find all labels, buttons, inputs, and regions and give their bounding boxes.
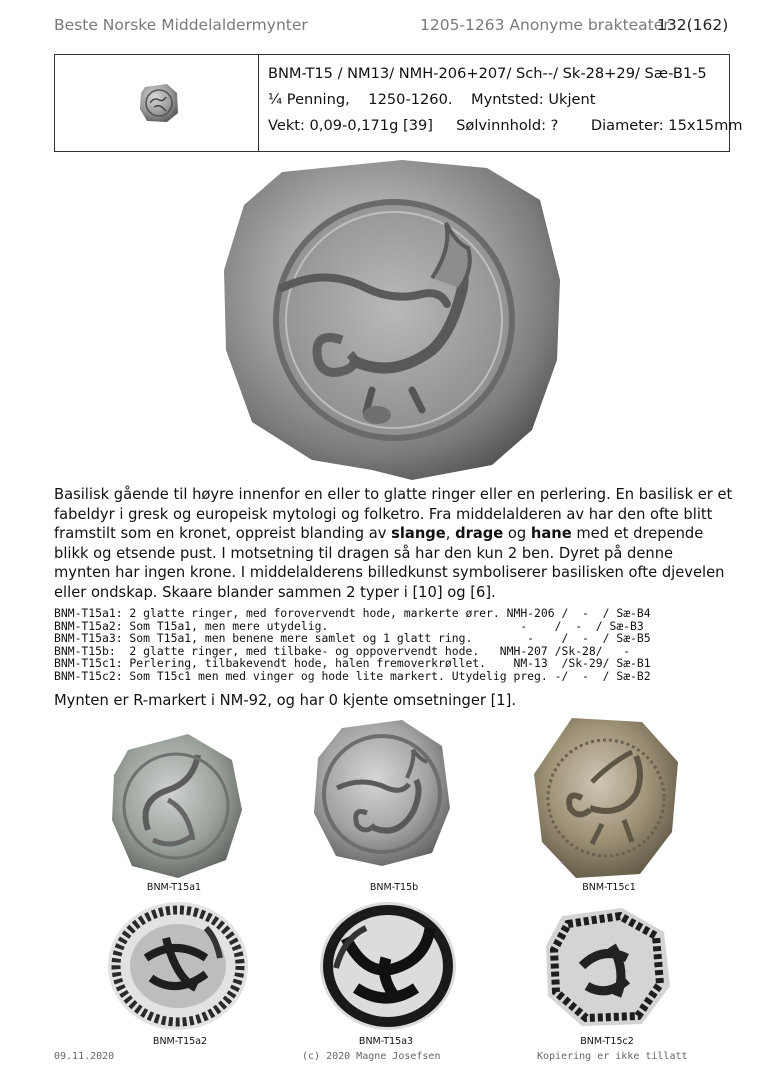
variant-row: BNM-T15a3: Som T15a1, men benene mere samlet og 1 glatt ring. - / - / Sæ-B5 xyxy=(54,631,651,646)
variant-row: BNM-T15c2: Som T15c1 men med vinger og hode lite markert. Utydelig preg. -/ - / Sæ-B2 xyxy=(54,668,651,683)
variant-row: BNM-T15a1: 2 glatte ringer, med forovervendt hode, markerte ører. NMH-206 / - / Sæ-B4 xyxy=(54,606,651,620)
info-catalog-refs: BNM-T15 / NM13/ NMH-206+207/ Sch--/ Sk-28+29/ Sæ-B1-5 xyxy=(268,65,707,82)
footer-date: 09.11.2020 xyxy=(54,1051,115,1062)
thumbnail-cell xyxy=(55,55,259,151)
coin-thumbnail xyxy=(137,81,181,125)
book-title: Beste Norske Middelaldermynter xyxy=(54,16,308,34)
footer-copyright: (c) 2020 Magne Josefsen xyxy=(302,1051,441,1062)
variant-list xyxy=(54,607,651,683)
info-text xyxy=(268,61,743,139)
variant-row: BNM-T15a2: Som T15a1, men mere utydelig. - / - / Sæ-B3 xyxy=(54,618,644,633)
variant-row: BNM-T15c1: Perlering, tilbakevendt hode, halen fremoverkrøllet. NM-13 /Sk-29/ Sæ-B1 xyxy=(54,656,651,671)
keyword-slange: slange xyxy=(391,525,446,543)
coin-image-t15b xyxy=(312,718,452,868)
variant-row: BNM-T15b: 2 glatte ringer, med tilbake- og oppovervendt hode. NMH-207 /Sk-28/ - xyxy=(54,643,631,658)
page-number: 132(162) xyxy=(657,16,729,34)
caption-t15a1: BNM-T15a1 xyxy=(146,882,202,893)
coin-image-t15c2 xyxy=(542,906,672,1028)
caption-t15a2: BNM-T15a2 xyxy=(152,1036,208,1047)
info-denomination: ¼ Penning, 1250-1260. Myntsted: Ukjent xyxy=(268,91,596,108)
keyword-hane: hane xyxy=(530,525,572,543)
keyword-drage: drage xyxy=(455,525,504,543)
coin-image-t15a2 xyxy=(106,898,250,1034)
description-paragraph: Basilisk gående til høyre innenfor en eller to glatte ringer eller en perlering. En basilisk er et fabeldyr i gresk og europeisk mytologi og folketro. Fra middelalderen av har den ofte blitt framstilt som en kronet, oppreist blanding av slange, drage og hane med et drepende blikk og etsende pust. I motsetning til dragen så har den kun 2 ben. Dyret på denne mynten har ingen krone. I middelalderens billedkunst symboliserer basilisken ofte djevelen eller ondskap. Skaare blander sammen 2 typer i [10] og [6]. xyxy=(54,486,733,601)
coin-info-table xyxy=(54,54,743,152)
rarity-note: Mynten er R-markert i NM-92, og har 0 kjente omsetninger [1]. xyxy=(54,692,517,709)
footer-notice: Kopiering er ikke tillatt xyxy=(537,1051,688,1062)
section-title: 1205-1263 Anonyme brakteater xyxy=(420,16,670,34)
coin-image-t15c1 xyxy=(532,712,680,880)
coin-image-t15a3 xyxy=(316,898,460,1034)
main-coin-image xyxy=(222,160,562,482)
caption-t15a3: BNM-T15a3 xyxy=(358,1036,414,1047)
coin-image-t15a1 xyxy=(108,730,244,880)
caption-t15c2: BNM-T15c2 xyxy=(580,1036,634,1047)
caption-t15c1: BNM-T15c1 xyxy=(582,882,636,893)
info-weight: Vekt: 0,09-0,171g [39] Sølvinnhold: ? Diameter: 15x15mm xyxy=(268,117,743,134)
caption-t15b: BNM-T15b xyxy=(369,882,419,893)
